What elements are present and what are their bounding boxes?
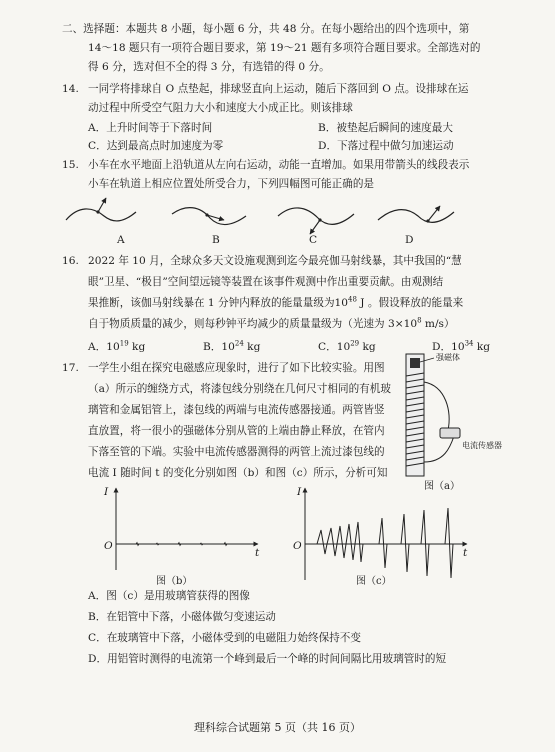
- q16-line1: 2022 年 10 月，全球众多天文设施观测到迄今最亮伽马射线暴，其中我国的“慧: [88, 255, 462, 267]
- q17-option-a[interactable]: A．图（c）是用玻璃管获得的图像: [88, 590, 250, 602]
- fig-b-x-label: t: [255, 547, 260, 559]
- fig-c-x-label: t: [463, 547, 468, 559]
- fig-a-sensor-label: 电流传感器: [462, 441, 502, 450]
- q17-option-c[interactable]: C．在玻璃管中下落，小磁体受到的电磁阻力始终保持不变: [88, 632, 361, 644]
- q16-line4-b: m/s）: [421, 318, 455, 330]
- fig-c-caption: 图（c）: [356, 576, 392, 587]
- q17-number: 17.: [62, 362, 79, 374]
- q16-line4-a: 自于物质质量的减少，则每秒钟平均减少的质量量级为（光速为 3×10: [88, 318, 418, 330]
- q16-line3: [88, 296, 463, 310]
- q16-opt-b-exp: 24: [234, 339, 244, 348]
- q16-opt-d-exp: 34: [464, 339, 474, 348]
- section-header-line2: 14～18 题只有一项符合题目要求，第 19～21 题有多项符合题目要求。全部选对的: [88, 42, 481, 54]
- q14-option-d[interactable]: D．下落过程中做匀加速运动: [318, 140, 454, 152]
- q16-line3-exp: 48: [348, 295, 357, 304]
- q17-figure-b: [96, 486, 271, 576]
- q16-opt-a-letter: A．: [88, 341, 107, 353]
- fig-b-signal: [118, 543, 248, 546]
- q17-line2: （a）所示的缠绕方式，将漆包线分别绕在几何尺寸相同的有机玻: [88, 383, 391, 395]
- q15-line2: 小车在轨道上相应位置处所受合力，下列四幅图可能正确的是: [88, 178, 375, 190]
- q14-line1: 一同学将排球自 O 点垫起，排球竖直向上运动，随后下落回到 O 点。设排球在运: [88, 83, 469, 95]
- page-footer: 理科综合试题第 5 页（共 16 页）: [194, 721, 361, 734]
- q16-opt-a-exp: 19: [119, 339, 129, 348]
- q15-line1: 小车在水平地面上沿轨道从左向右运动，动能一直增加。如果用带箭头的线段表示: [88, 159, 470, 171]
- q16-line3-a: 果推断，该伽马射线暴在 1 分钟内释放的能量量级为10: [88, 297, 349, 309]
- q17-option-b[interactable]: B．在铝管中下落，小磁体做匀变速运动: [88, 611, 276, 623]
- q14-option-b[interactable]: B．被垫起后瞬间的速度最大: [318, 122, 453, 134]
- q16-line4: [88, 317, 455, 331]
- q16-opt-b-letter: B．: [203, 341, 222, 353]
- fig-a-caption: 图（a）: [424, 481, 460, 492]
- q17-line3: 璃管和金属铝管上，漆包线的两端与电流传感器接通。两管皆竖: [88, 404, 385, 416]
- q16-option-b[interactable]: [203, 339, 260, 354]
- fig-b-y-label: I: [104, 486, 109, 498]
- section-header-line1: 二、选择题：本题共 8 小题，每小题 6 分，共 48 分。在每小题给出的四个选项中，第: [62, 23, 470, 35]
- fig-a-magnet-label: 强磁体: [436, 353, 460, 362]
- q15-label-d: D: [405, 234, 414, 246]
- fig-c-y-label: I: [297, 486, 302, 498]
- q16-opt-c-exp: 29: [350, 339, 360, 348]
- q17-option-d[interactable]: D．用铝管时测得的电流第一个峰到最后一个峰的时间间隔比用玻璃管时的短: [88, 653, 447, 665]
- q15-diagram-d[interactable]: [378, 206, 454, 223]
- q16-opt-d-base: 10: [451, 341, 465, 353]
- q16-opt-a-base: 10: [106, 341, 120, 353]
- current-sensor: [440, 428, 460, 438]
- q14-option-a[interactable]: A．上升时间等于下落时间: [88, 122, 213, 134]
- q17-figure-a: [400, 352, 510, 492]
- q14-number: 14.: [62, 83, 79, 95]
- q17-line6: 电流 I 随时间 t 的变化分别如图（b）和图（c）所示，分析可知: [88, 467, 388, 479]
- q17-figure-c: [295, 486, 475, 586]
- q14-option-c[interactable]: C．达到最高点时加速度为零: [88, 140, 224, 152]
- q16-opt-b-unit: kg: [243, 341, 261, 353]
- q16-opt-c-unit: kg: [359, 341, 376, 353]
- q15-diagram-a[interactable]: [66, 198, 136, 221]
- q14-line2: 动过程中所受空气阻力大小和速度大小成正比。则该排球: [88, 102, 353, 114]
- q15-diagrams: [0, 196, 555, 256]
- q16-opt-c-letter: C．: [318, 341, 337, 353]
- q16-opt-d-letter: D．: [432, 341, 452, 353]
- q15-diagram-b[interactable]: [172, 208, 246, 225]
- q15-diagram-c[interactable]: [278, 208, 354, 234]
- q16-opt-c-base: 10: [336, 341, 351, 353]
- q15-label-a: A: [117, 234, 125, 246]
- q16-opt-b-base: 10: [221, 341, 235, 353]
- q17-line4: 直放置，将一很小的强磁体分别从管的上端由静止释放，在管内: [88, 425, 385, 437]
- fig-b-caption: 图（b）: [156, 576, 193, 587]
- q17-line1: 一学生小组在探究电磁感应现象时，进行了如下比较实验。用图: [88, 362, 385, 374]
- q16-number: 16.: [62, 255, 79, 267]
- magnet: [410, 358, 420, 368]
- q16-opt-d-unit: kg: [473, 341, 491, 353]
- q16-line4-exp: 8: [417, 316, 422, 325]
- q15-number: 15.: [62, 159, 79, 171]
- q16-line3-b: J 。假设释放的能量来: [356, 297, 464, 309]
- q16-line2: 眼”卫星、“极目”空间望远镜等装置在该事件观测中作出重要贡献。由观测结: [88, 276, 444, 288]
- section-header-line3: 得 6 分，选对但不全的得 3 分，有选错的得 0 分。: [88, 61, 330, 73]
- q16-opt-a-unit: kg: [128, 341, 146, 353]
- fig-c-origin: O: [293, 540, 302, 552]
- q16-option-a[interactable]: [88, 339, 145, 354]
- q15-label-b: B: [212, 234, 220, 246]
- q17-line5: 下落至管的下端。实验中电流传感器测得的两管上流过漆包线的: [88, 446, 385, 458]
- q16-option-c[interactable]: [318, 339, 376, 354]
- fig-b-origin: O: [104, 540, 113, 552]
- fig-c-signal: [307, 508, 468, 578]
- q15-label-c: C: [309, 234, 318, 246]
